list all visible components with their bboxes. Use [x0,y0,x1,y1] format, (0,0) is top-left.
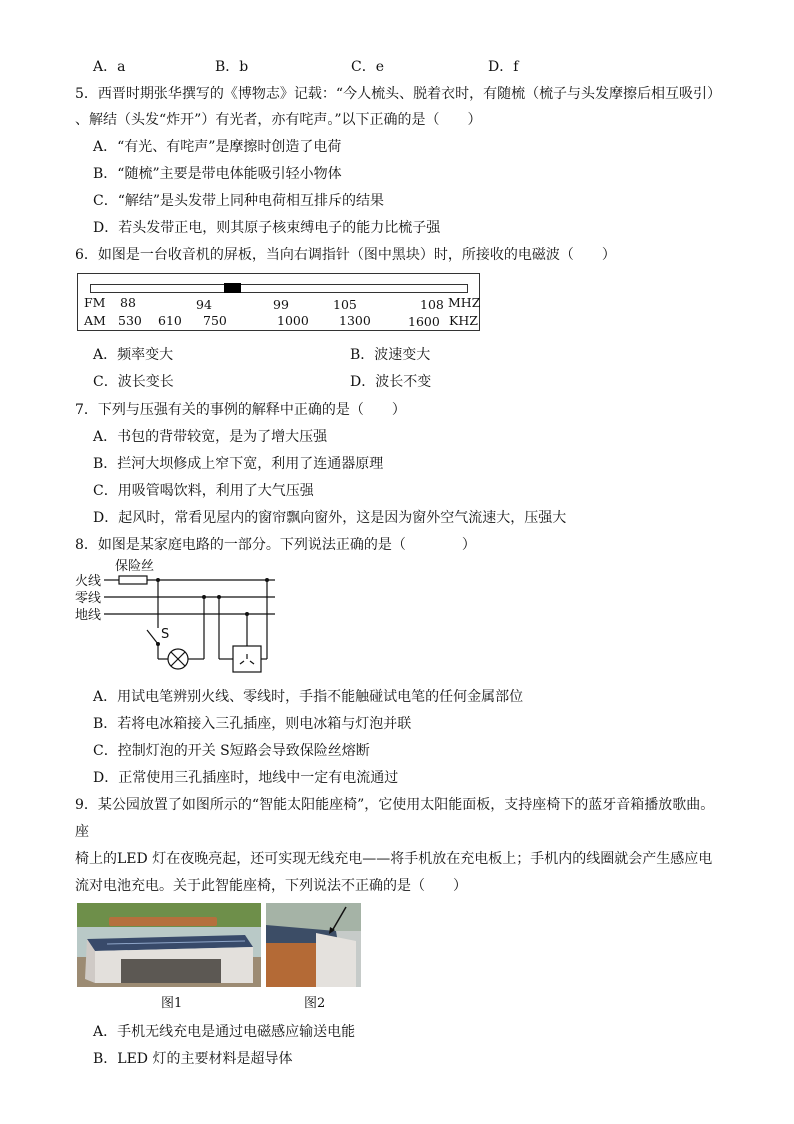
q5-option-c: C．“解结”是头发带上同种电荷相互排斥的结果 [93,193,385,209]
q7-option-a: A．书包的背带较宽，是为了增大压强 [93,429,328,445]
figure-1-caption: 图1 [161,996,183,1011]
live-wire-label: 火线 [75,574,102,589]
figure-2-caption: 图2 [304,996,326,1011]
q9-stem-line2: 座 [75,824,89,840]
tuning-slot [90,284,468,293]
q5-stem-line1: 5．西晋时期张华撰写的《博物志》记载：“今人梳头、脱着衣时，有随梳（梳子与头发摩擦后相互吸引） [75,86,722,102]
am-value: 1000 [277,313,309,328]
am-label: AM [84,313,106,328]
q4-option-a: A．a [93,59,126,75]
q8-stem: 8．如图是某家庭电路的一部分。下列说法正确的是（ ） [75,537,476,553]
q6-option-d: D．波长不变 [350,374,432,390]
am-value: 1600 [408,314,440,329]
fm-label: FM [84,295,106,310]
q6-option-a: A．频率变大 [93,347,174,363]
ground-wire-label: 地线 [75,608,102,623]
q9-option-b: B．LED 灯的主要材料是超导体 [93,1051,293,1067]
q5-option-b: B．“随梳”主要是带电体能吸引轻小物体 [93,166,342,182]
q7-stem: 7．下列与压强有关的事例的解释中正确的是（ ） [75,402,406,418]
solar-bench-photo-2 [266,903,361,987]
q7-option-b: B．拦河大坝修成上窄下宽，利用了连通器原理 [93,456,384,472]
q9-stem-line1: 9．某公园放置了如图所示的“智能太阳能座椅”，它使用太阳能面板，支持座椅下的蓝牙音箱播放歌曲。 [75,797,715,813]
q9-stem-line3: 椅上的LED 灯在夜晚亮起，还可实现无线充电——将手机放在充电板上；手机内的线圈就会产生感应电 [75,851,713,867]
q9-option-a: A．手机无线充电是通过电磁感应输送电能 [93,1024,356,1040]
q6-option-c: C．波长变长 [93,374,174,390]
q8-option-c: C．控制灯泡的开关 S短路会导致保险丝熔断 [93,743,370,759]
am-value: 610 [158,313,182,328]
q8-option-d: D．正常使用三孔插座时，地线中一定有电流通过 [93,770,399,786]
q5-option-d: D．若头发带正电，则其原子核束缚电子的能力比梳子强 [93,220,441,236]
q8-option-b: B．若将电冰箱接入三孔插座，则电冰箱与灯泡并联 [93,716,412,732]
q6-stem: 6．如图是一台收音机的屏板，当向右调指针（图中黑块）时，所接收的电磁波（ ） [75,247,616,263]
tuning-pointer [224,283,241,293]
household-circuit-diagram [75,558,285,676]
q7-option-d: D．起风时，常看见屋内的窗帘飘向窗外，这是因为窗外空气流速大，压强大 [93,510,567,526]
radio-dial-figure [77,273,480,331]
switch-label: S [161,627,170,642]
neutral-wire-label: 零线 [75,591,102,606]
fm-value: 88 [120,295,136,310]
fuse-label: 保险丝 [115,559,155,574]
am-value: 1300 [339,313,371,328]
q6-option-b: B．波速变大 [350,347,431,363]
fm-value: 94 [196,297,212,312]
q5-stem-line2: 、解结（头发“炸开”）有光者，亦有咤声。”以下正确的是（ ） [75,112,482,128]
q5-option-a: A．“有光、有咤声”是摩擦时创造了电荷 [93,139,342,155]
q8-option-a: A．用试电笔辨别火线、零线时，手指不能触碰试电笔的任何金属部位 [93,689,524,705]
q4-option-d: D．f [488,59,519,75]
fm-value: 99 [273,297,289,312]
am-unit: KHZ [449,313,478,328]
q4-option-b: B．b [215,59,249,75]
q4-option-c: C．e [351,59,384,75]
am-value: 530 [118,313,142,328]
q9-stem-line4: 流对电池充电。关于此智能座椅，下列说法不正确的是（ ） [75,878,467,894]
am-value: 750 [203,313,227,328]
fm-unit: MHZ [448,295,481,310]
solar-bench-photo-1 [77,903,261,987]
fm-value: 105 [333,297,357,312]
q7-option-c: C．用吸管喝饮料，利用了大气压强 [93,483,314,499]
fm-value: 108 [420,297,444,312]
